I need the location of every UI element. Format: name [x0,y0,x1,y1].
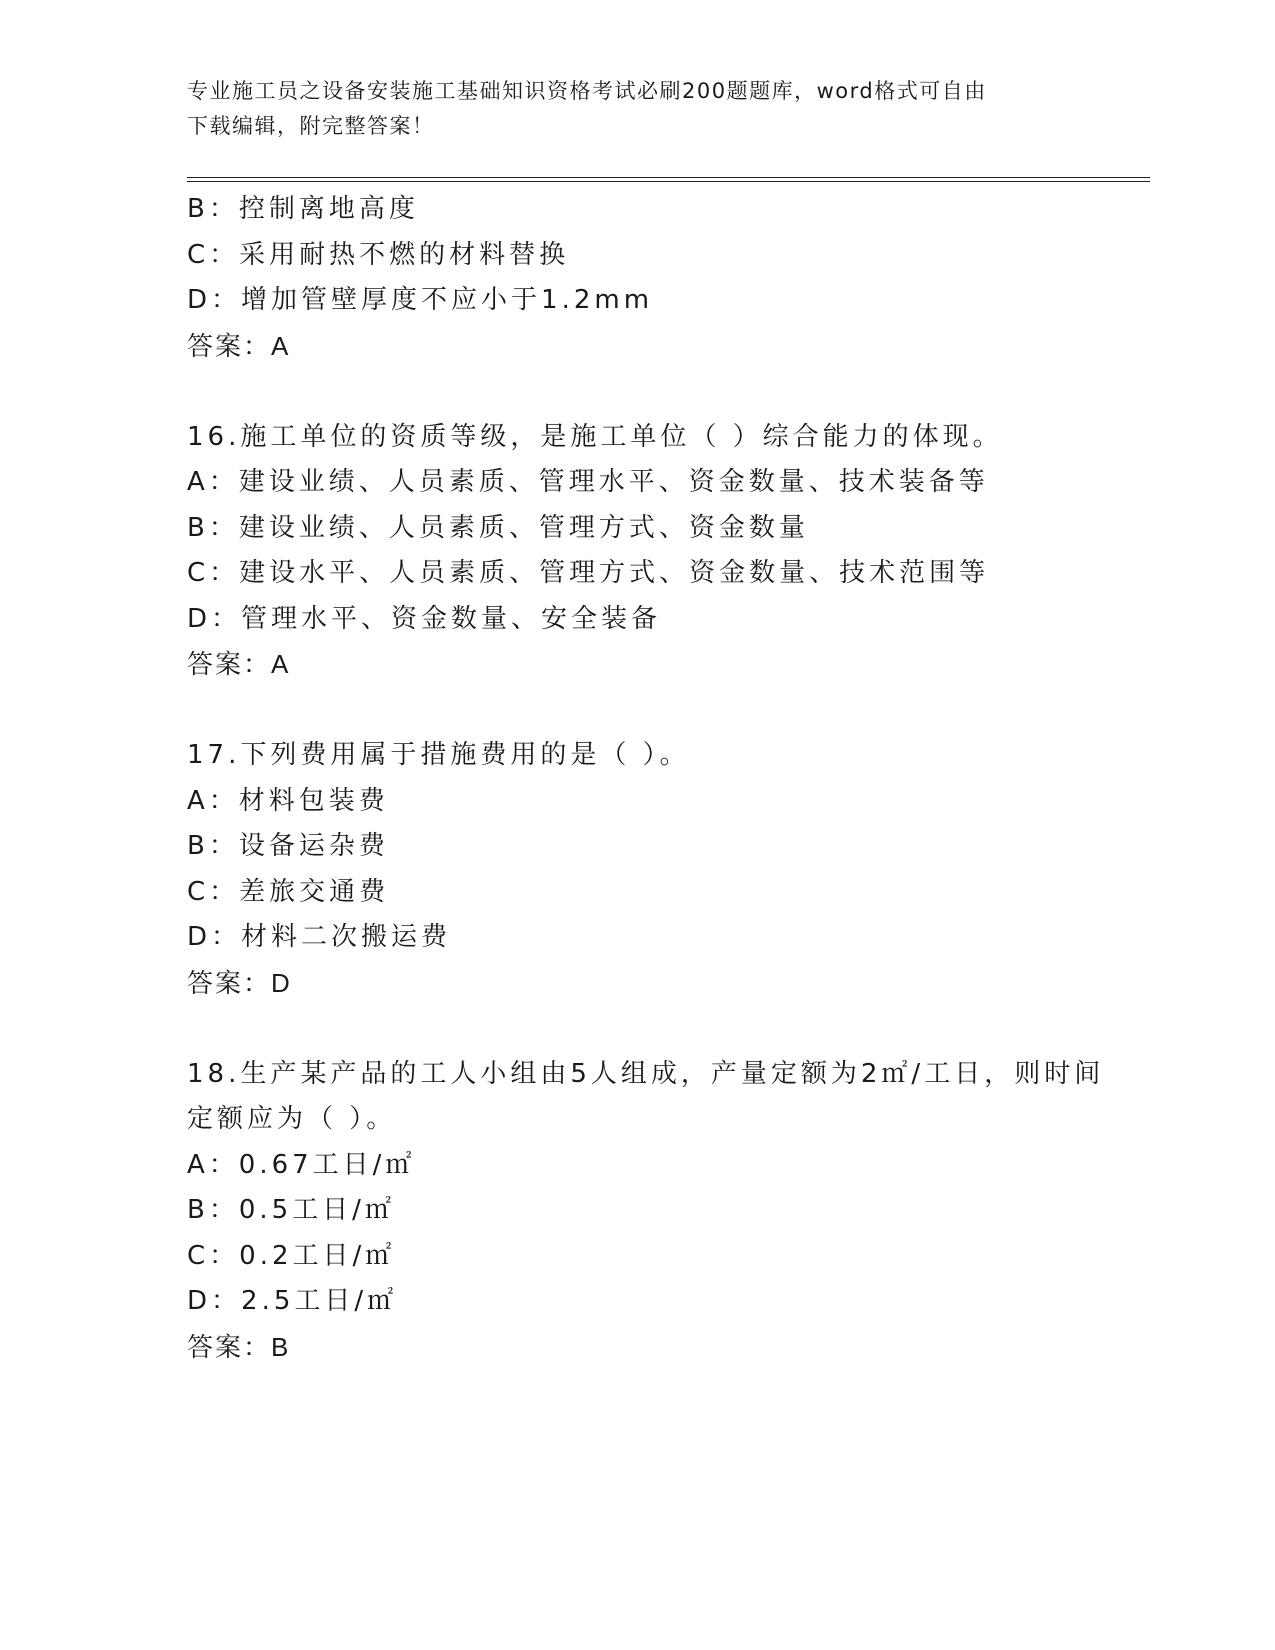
q17-option-c: C：差旅交通费 [187,876,390,907]
q16-option-a: A：建设业绩、人员素质、管理水平、资金数量、技术装备等 [187,467,989,497]
q17-question: 17.下列费用属于措施费用的是（ ）。 [187,740,690,770]
q16-option-c: C：建设水平、人员素质、管理方式、资金数量、技术范围等 [187,558,990,588]
question-17 [187,733,1087,1006]
q15-option-d: D：增加管壁厚度不应小于1.2mm [187,285,654,315]
q16-option-d: D：管理水平、资金数量、安全装备 [187,603,662,634]
q16-option-b: B：建设业绩、人员素质、管理方式、资金数量 [187,512,809,543]
q16-question: 16.施工单位的资质等级，是施工单位（ ）综合能力的体现。 [187,421,1003,452]
q17-option-b: B：设备运杂费 [187,831,389,861]
q18-option-d: D：2.5工日/㎡ [187,1286,398,1316]
q17-option-a: A：材料包装费 [187,785,389,816]
question-18 [187,1052,1105,1371]
q18-question-line-2: 定额应为（ ）。 [187,1104,397,1134]
q18-option-c: C：0.2工日/㎡ [187,1240,396,1271]
q15-option-b: B：控制离地高度 [187,194,419,224]
header-title-line-2: 下载编辑，附完整答案！ [187,114,435,138]
question-15 [187,187,1087,369]
q18-option-b: B：0.5工日/㎡ [187,1195,395,1225]
q17-option-d: D：材料二次搬运费 [187,922,452,952]
question-list [187,187,1105,1370]
header-divider [187,177,1150,182]
q15-answer: 答案：A [187,330,291,361]
q16-answer: 答案：A [187,649,291,679]
q18-option-a: A：0.67工日/㎡ [187,1149,416,1180]
spacer [187,369,1087,415]
q18-answer: 答案：B [187,1331,291,1362]
question-16 [187,415,1087,688]
q15-option-c: C：采用耐热不燃的材料替换 [187,239,570,270]
spacer [187,688,1087,734]
q17-answer: 答案：D [187,967,292,998]
document-header [187,74,1087,144]
q18-question-line-1: 18.生产某产品的工人小组由5人组成，产量定额为2㎡/工日，则时间 [187,1058,1105,1089]
spacer [187,1006,1087,1052]
header-title-line-1: 专业施工员之设备安装施工基础知识资格考试必刷200题题库，word格式可自由 [187,79,987,103]
